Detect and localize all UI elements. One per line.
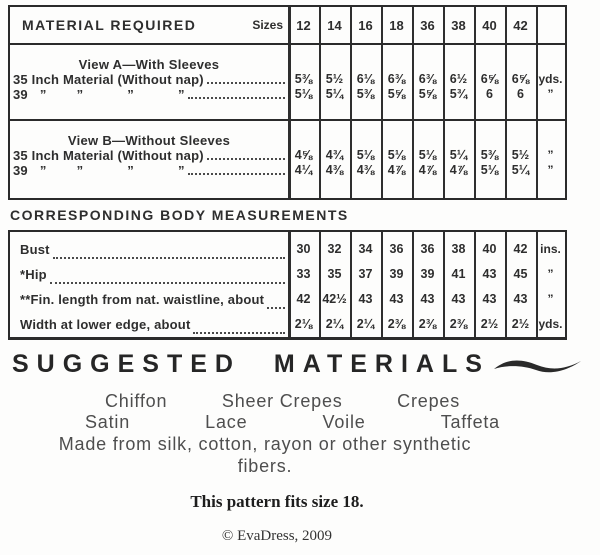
yardage-value-cell: 5⅜ [356, 87, 375, 101]
dotted-leader [188, 97, 285, 99]
yardage-value-cell: 4⅝ [294, 148, 313, 162]
measurement-value-cell: 42½ [322, 292, 347, 306]
yardage-value-cell: 4¾ [325, 148, 344, 162]
yardage-value-cell: 4⅜ [356, 163, 375, 177]
suggested-materials-heading-row [12, 350, 584, 379]
view-b-35-row [10, 148, 565, 163]
dotted-leader [188, 173, 285, 175]
yardage-value-cell: 5⅛ [418, 148, 437, 162]
measurement-value-cell: 2½ [480, 317, 499, 331]
fabric-item: Voile [322, 412, 366, 432]
hip-row [10, 262, 565, 287]
yardage-value-cell: 5⅛ [294, 87, 313, 101]
row-label: 39 [13, 163, 28, 178]
yardage-value-cell: 6⅛ [356, 72, 375, 86]
ditto-mark: ” [76, 163, 84, 178]
dotted-leader [50, 282, 285, 284]
measurement-value-cell: 39 [420, 267, 435, 281]
dotted-leader [267, 307, 285, 309]
swash-icon [492, 355, 584, 379]
size-header-cell: 18 [389, 17, 404, 33]
measurement-value-cell: 43 [482, 267, 497, 281]
measurement-value-cell: 32 [327, 242, 342, 256]
measurement-value-cell: 34 [358, 242, 373, 256]
unit-cell: ” [547, 148, 554, 162]
yardage-value-cell: 5⅜ [480, 148, 499, 162]
row-label: **Fin. length from nat. waistline, about [20, 292, 265, 307]
fabric-list [0, 391, 600, 477]
yardage-value-cell: 4⅜ [325, 163, 344, 177]
ditto-mark: ” [177, 87, 185, 102]
size-header-cell: 42 [513, 17, 528, 33]
fiber-note: Made from silk, cotton, rayon or other synthetic fibers. [58, 434, 472, 476]
fabric-item: Lace [205, 412, 248, 432]
sizes-label: Sizes [252, 18, 283, 32]
yardage-value-cell: 6½ [449, 72, 468, 86]
yardage-value-cell: 5⅛ [356, 148, 375, 162]
measurement-value-cell: 43 [420, 292, 435, 306]
ditto-mark: ” [127, 163, 134, 178]
dotted-leader [193, 332, 285, 334]
size-header-cell: 14 [327, 17, 342, 33]
yardage-value-cell: 6⅝ [480, 72, 499, 86]
view-a-title: View A—With Sleeves [78, 57, 220, 72]
fabric-item: Taffeta [440, 412, 500, 432]
yardage-value-cell: 5⅜ [294, 72, 313, 86]
yardage-value-cell: 6⅜ [387, 72, 406, 86]
measurement-value-cell: 41 [451, 267, 466, 281]
fabric-item: Crepes [397, 391, 460, 411]
yardage-value-cell: 5¼ [325, 87, 344, 101]
row-label: Width at lower edge, about [20, 317, 191, 332]
size-header-cell: 16 [358, 17, 373, 33]
view-a-35-row [10, 72, 565, 87]
ditto-mark: ” [177, 163, 185, 178]
ditto-mark: ” [39, 163, 47, 178]
unit-cell: yds. [538, 72, 563, 86]
view-b-39-row [10, 163, 565, 178]
measurement-value-cell: 2⅜ [418, 317, 437, 331]
unit-cell: ins. [540, 242, 561, 256]
measurement-value-cell: 42 [513, 242, 528, 256]
yardage-value-cell: 5¼ [511, 163, 530, 177]
ditto-mark: ” [127, 87, 134, 102]
measurement-value-cell: 2⅜ [387, 317, 406, 331]
measurement-value-cell: 36 [389, 242, 404, 256]
material-required-title: MATERIAL REQUIRED [22, 17, 197, 33]
yardage-value-cell: 5½ [511, 148, 530, 162]
yardage-value-cell: 6⅜ [418, 72, 437, 86]
fabric-item: Satin [85, 412, 131, 432]
yardage-value-cell: 5⅛ [480, 163, 499, 177]
view-b-section-row [10, 133, 565, 148]
yardage-value-cell: 5¾ [449, 87, 468, 101]
measurement-value-cell: 43 [513, 292, 528, 306]
row-label: *Hip [20, 267, 47, 282]
ditto-mark: ” [39, 87, 47, 102]
measurement-value-cell: 30 [296, 242, 311, 256]
material-required-table [8, 5, 567, 200]
measurement-value-cell: 35 [327, 267, 342, 281]
pattern-size-note: This pattern fits size 18. [190, 492, 364, 511]
dotted-leader [53, 257, 285, 259]
row-label: 39 [13, 87, 28, 102]
body-measurements-table [8, 230, 567, 340]
yardage-value-cell: 4¼ [294, 163, 313, 177]
measurement-value-cell: 38 [451, 242, 466, 256]
yardage-value-cell: 5⅛ [387, 148, 406, 162]
measurement-value-cell: 45 [513, 267, 528, 281]
yardage-value-cell: 4⅞ [387, 163, 406, 177]
measurement-value-cell: 43 [482, 292, 497, 306]
measurement-value-cell: 43 [358, 292, 373, 306]
fabric-row-1 [0, 391, 600, 412]
copyright-notice: © EvaDress, 2009 [221, 528, 333, 544]
yardage-value-cell: 6 [486, 87, 493, 101]
size-header-cell: 38 [451, 17, 466, 33]
dotted-leader [207, 158, 285, 160]
yardage-value-cell: 6 [517, 87, 524, 101]
ditto-mark: ” [76, 87, 84, 102]
fabric-row-2 [0, 412, 600, 433]
measurement-value-cell: 43 [451, 292, 466, 306]
unit-cell: ” [547, 87, 554, 101]
measurement-value-cell: 40 [482, 242, 497, 256]
measurement-value-cell: 2⅛ [294, 317, 313, 331]
view-a-section-row [10, 57, 565, 72]
size-header-cell: 36 [420, 17, 435, 33]
suggested-materials-title: SUGGESTED MATERIALS [12, 350, 490, 378]
dotted-leader [207, 82, 285, 84]
bust-row [10, 237, 565, 262]
measurement-value-cell: 42 [296, 292, 311, 306]
finished-length-row [10, 287, 565, 312]
row-label: Bust [20, 242, 50, 257]
yardage-value-cell: 5⅝ [387, 87, 406, 101]
fabric-item: Sheer Crepes [221, 391, 343, 411]
unit-cell: ” [547, 163, 554, 177]
measurement-value-cell: 37 [358, 267, 373, 281]
fabric-item: Chiffon [105, 391, 168, 411]
measurement-value-cell: 2⅜ [449, 317, 468, 331]
yardage-value-cell: 5½ [325, 72, 344, 86]
measurement-value-cell: 43 [389, 292, 404, 306]
size-header-cell: 12 [296, 17, 311, 33]
size-header-row [10, 7, 565, 45]
width-lower-edge-row [10, 312, 565, 337]
measurement-value-cell: 2¼ [325, 317, 344, 331]
unit-cell: ” [547, 267, 554, 281]
measurement-value-cell: 2¼ [356, 317, 375, 331]
row-label: 35 Inch Material (Without nap) [13, 72, 204, 87]
body-measurements-heading: CORRESPONDING BODY MEASUREMENTS [10, 207, 349, 223]
yardage-value-cell: 4⅞ [449, 163, 468, 177]
yardage-value-cell: 5⅝ [418, 87, 437, 101]
yardage-value-cell: 4⅞ [418, 163, 437, 177]
row-label: 35 Inch Material (Without nap) [13, 148, 204, 163]
yardage-value-cell: 6⅝ [511, 72, 530, 86]
unit-cell: ” [547, 292, 554, 306]
measurement-value-cell: 33 [296, 267, 311, 281]
view-b-title: View B—Without Sleeves [67, 133, 231, 148]
measurement-value-cell: 36 [420, 242, 435, 256]
measurement-value-cell: 39 [389, 267, 404, 281]
size-header-cell: 40 [482, 17, 497, 33]
yardage-value-cell: 5¼ [449, 148, 468, 162]
measurement-value-cell: 2½ [511, 317, 530, 331]
unit-cell: yds. [538, 317, 563, 331]
view-a-39-row [10, 87, 565, 102]
